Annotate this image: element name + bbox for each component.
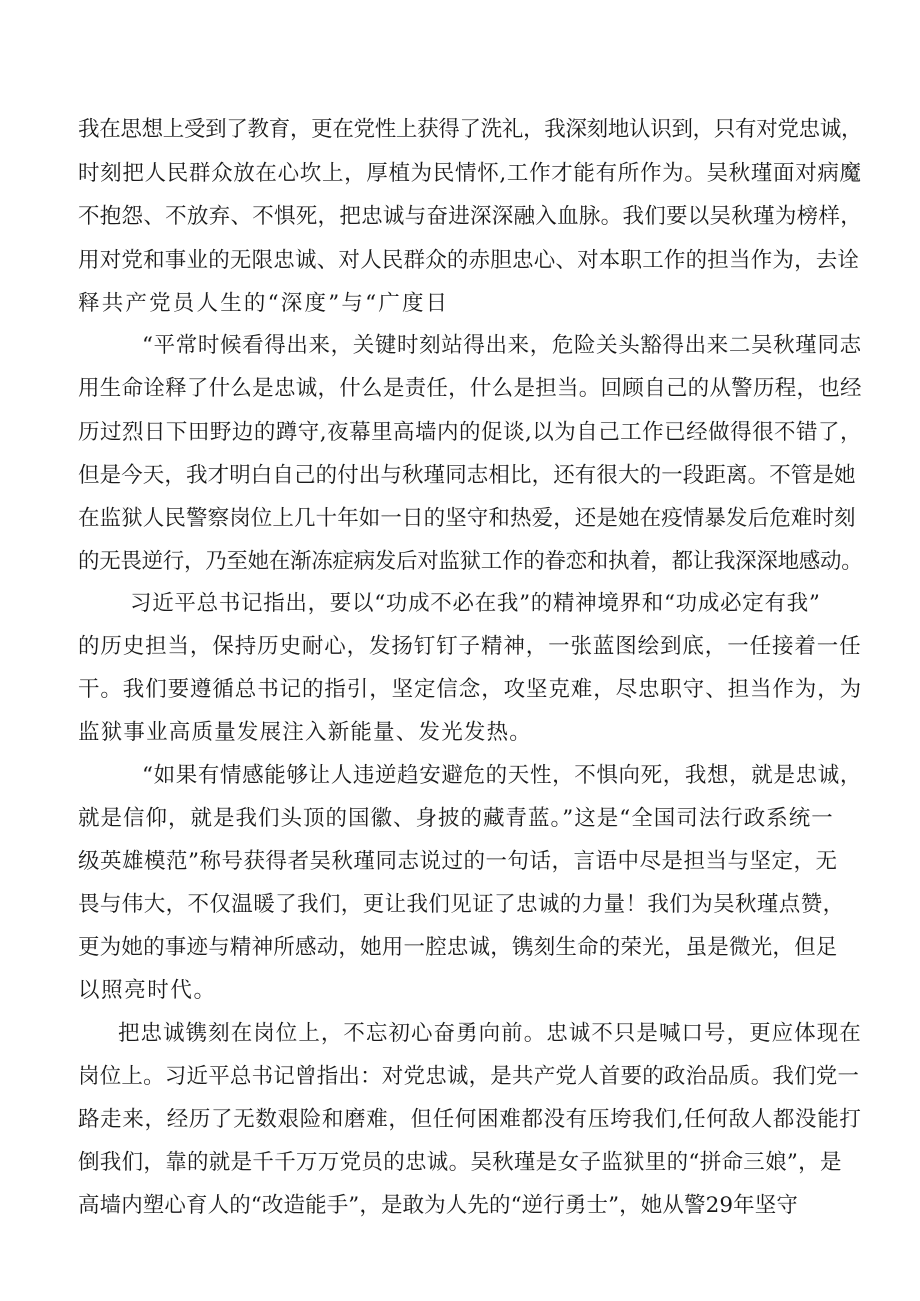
text-line: 用生命诠释了什么是忠诚，什么是责任，什么是担当。回顾自己的从警历程，也经 [78,376,862,401]
text-line: 的历史担当，保持历史耐心，发扬钉钉子精神，一张蓝图绘到底，一任接着一任 [78,634,862,659]
text-line: 但是今天，我才明白自己的付出与秋瑾同志相比，还有很大的一段距离。不管是她 [78,463,856,488]
text-line: 时刻把人民群众放在心坎上，厚植为民情怀,工作才能有所作为。吴秋瑾面对病魔 [78,161,862,186]
text-line: 级英雄模范”称号获得者吴秋瑾同志说过的一句话，言语中尽是担当与坚定，无 [78,849,838,874]
text-line: 倒我们，靠的就是千千万万党员的忠诚。吴秋瑾是女子监狱里的“拼命三娘”，是 [78,1150,842,1175]
text-line: 路走来，经历了无数艰险和磨难，但任何困难都没有压垮我们,任何敌人都没能打 [78,1107,862,1132]
text-line: 不抱怨、不放弃、不惧死，把忠诚与奋进深深融入血脉。我们要以吴秋瑾为榜样， [78,204,863,229]
text-line: 把忠诚镌刻在岗位上，不忘初心奋勇向前。忠诚不只是喊口号，更应体现在 [118,1021,862,1046]
text-line: 监狱事业高质量发展注入新能量、发光发热。 [78,720,533,745]
text-line: 在监狱人民警察岗位上几十年如一日的坚守和热爱，还是她在疫情暴发后危难时刻 [78,506,856,531]
text-line: “如果有情感能够让人违逆趋安避危的天性，不惧向死，我想，就是忠诚， [142,763,862,788]
text-line: 就是信仰，就是我们头顶的国徽、身披的藏青蓝。”这是“全国司法行政系统一 [78,806,834,831]
text-line: 以照亮时代。 [78,978,217,1003]
text-line: 干。我们要遵循总书记的指引，坚定信念，攻坚克难，尽忠职守、担当作为，为 [78,677,863,702]
text-line: 的无畏逆行，乃至她在渐冻症病发后对监狱工作的眷恋和执着，都让我深深地感动。 [78,549,863,574]
text-line: 我在思想上受到了教育，更在党性上获得了洗礼，我深刻地认识到，只有对党忠诚， [78,117,863,142]
text-line: “平常时候看得出来，关键时刻站得出来，危险关头豁得出来二吴秋瑾同志 [142,333,862,358]
text-line: 岗位上。习近平总书记曾指出：对党忠诚，是共产党人首要的政治品质。我们党一 [78,1064,860,1089]
text-line: 历过烈日下田野边的蹲守,夜幕里高墙内的促谈,以为自己工作已经做得很不错了， [78,420,862,445]
text-line: 习近平总书记指出，要以“功成不必在我”的精神境界和“功成必定有我” [130,591,821,616]
text-line: 更为她的事迹与精神所感动，她用一腔忠诚，镌刻生命的荣光，虽是微光，但足 [78,935,838,960]
text-line: 高墙内塑心育人的“改造能手”，是敢为人先的“逆行勇士”，她从警29年坚守 [78,1193,798,1218]
text-line: 畏与伟大，不仅温暖了我们，更让我们见证了忠诚的力量！我们为吴秋瑾点赞， [78,892,845,917]
text-line: 释共产党员人生的“深度”与“广度日 [78,291,450,316]
text-line: 用对党和事业的无限忠诚、对人民群众的赤胆忠心、对本职工作的担当作为，去诠 [78,248,860,273]
